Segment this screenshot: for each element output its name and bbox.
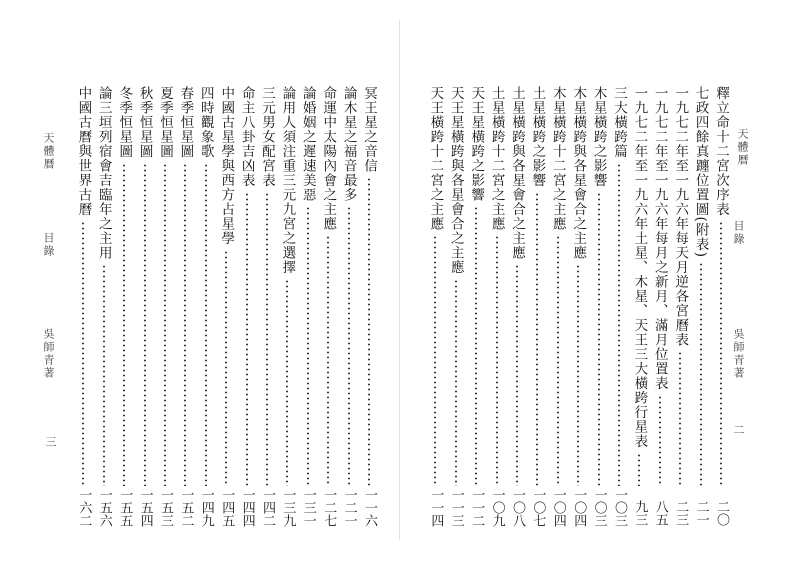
toc-entry-page: 一四五 bbox=[219, 488, 235, 527]
right-page bbox=[400, 0, 793, 561]
toc-entry-page: 一二七 bbox=[321, 488, 337, 527]
toc-leader-dots bbox=[144, 163, 146, 487]
toc-entry-title: 四時觀象歌 bbox=[197, 86, 214, 159]
toc-entry bbox=[488, 86, 506, 526]
toc-entry bbox=[258, 86, 276, 526]
toc-entry-title: 命運中太陽內會之主應 bbox=[320, 86, 337, 231]
toc-entry-page: 一〇七 bbox=[530, 488, 546, 527]
toc-entry-page: 二一 bbox=[693, 500, 709, 526]
toc-entry-title: 三元男女配宮表 bbox=[259, 86, 275, 188]
toc-entry bbox=[95, 86, 113, 526]
toc-entry-title: 一九七二年至一九六年土星、木星、天王三大橫跨行星表 bbox=[631, 86, 648, 449]
toc-entry-page: 一五二 bbox=[178, 488, 194, 527]
toc-entry-page: 一六二 bbox=[76, 488, 92, 527]
toc-entry-title: 木星橫跨十二宮之主應 bbox=[549, 86, 566, 231]
toc-leader-dots bbox=[205, 163, 207, 487]
toc-entry bbox=[340, 86, 358, 526]
toc-leader-dots bbox=[679, 351, 681, 486]
toc-entry bbox=[610, 86, 628, 526]
toc-leader-dots bbox=[720, 221, 722, 487]
toc-leader-dots bbox=[434, 235, 436, 486]
toc-entry-page: 一〇四 bbox=[571, 488, 587, 527]
toc-entry bbox=[238, 86, 256, 526]
right-author: 吳師青著 bbox=[732, 328, 745, 380]
right-book-title: 天體曆 bbox=[736, 128, 749, 167]
toc-entry-page: 一一三 bbox=[448, 488, 464, 527]
toc-entry bbox=[447, 86, 465, 526]
toc-entry bbox=[692, 86, 710, 526]
left-page-number: 三 bbox=[44, 436, 57, 449]
toc-entry-page: 八五 bbox=[652, 500, 668, 526]
toc-entry bbox=[712, 86, 730, 526]
toc-leader-dots bbox=[638, 453, 640, 487]
toc-leader-dots bbox=[700, 262, 702, 486]
toc-entry-page: 一五三 bbox=[158, 488, 173, 527]
toc-entry-page: 一一四 bbox=[428, 488, 444, 527]
left-author: 吳師青著 bbox=[42, 328, 55, 380]
toc-entry bbox=[426, 86, 444, 526]
toc-entry-page: 二〇 bbox=[714, 500, 729, 526]
toc-leader-dots bbox=[659, 395, 661, 487]
toc-entry-title: 三大橫跨篇 bbox=[611, 86, 627, 159]
toc-entry bbox=[360, 86, 378, 526]
toc-entry-title: 一九七二年至一九六年每天月逆各宮曆表 bbox=[672, 86, 689, 347]
left-book-title: 天體曆 bbox=[42, 132, 55, 171]
toc-entry bbox=[671, 86, 689, 526]
toc-leader-dots bbox=[123, 163, 125, 487]
toc-leader-dots bbox=[266, 192, 268, 487]
toc-entry bbox=[319, 86, 337, 526]
toc-entry bbox=[467, 86, 485, 526]
toc-entry-page: 一四四 bbox=[239, 488, 255, 527]
toc-entry-page: 一〇四 bbox=[550, 488, 566, 527]
toc-entry bbox=[630, 86, 648, 526]
toc-entry-page: 一〇三 bbox=[591, 488, 607, 527]
toc-leader-dots bbox=[164, 163, 166, 487]
toc-leader-dots bbox=[286, 279, 288, 487]
toc-entry-title: 天王星橫跨與各星會合之主應 bbox=[447, 86, 464, 275]
toc-entry-page: 一五五 bbox=[117, 488, 133, 527]
toc-leader-dots bbox=[327, 235, 329, 486]
toc-entry bbox=[528, 86, 546, 526]
toc-entry-page: 一一二 bbox=[469, 488, 485, 527]
toc-entry-title: 一九七二年至一九六年每月之新月、滿月位置表 bbox=[651, 86, 668, 391]
toc-entry bbox=[651, 86, 669, 526]
toc-entry-title: 冥王星之音信 bbox=[361, 86, 377, 173]
toc-leader-dots bbox=[557, 235, 559, 486]
toc-entry bbox=[569, 86, 587, 526]
toc-entry bbox=[136, 86, 154, 526]
toc-entry bbox=[508, 86, 526, 526]
toc-leader-dots bbox=[368, 177, 370, 486]
toc-entry-title: 土星橫跨之影響 bbox=[529, 86, 546, 188]
right-section-label: 目錄 bbox=[732, 220, 745, 246]
toc-entry-page: 一四九 bbox=[198, 488, 214, 527]
toc-entry-title: 命主八卦吉凶表 bbox=[238, 86, 255, 188]
toc-entry-page: 九三 bbox=[632, 500, 648, 526]
toc-leader-dots bbox=[82, 221, 84, 487]
toc-leader-dots bbox=[516, 264, 518, 486]
toc-entry bbox=[115, 86, 133, 526]
toc-entry-title: 釋立命十二宮次序表 bbox=[713, 86, 729, 217]
toc-leader-dots bbox=[577, 264, 579, 486]
toc-entry-title: 論用人須注重三元九宮之選擇 bbox=[279, 86, 296, 275]
toc-leader-dots bbox=[348, 206, 350, 486]
toc-entry-title: 土星橫跨十二宮之主應 bbox=[488, 86, 505, 231]
toc-entry-title: 秋季恒星圖 bbox=[136, 86, 153, 159]
toc-leader-dots bbox=[496, 235, 498, 486]
toc-entry-title: 論婚姻之遲速美惡 bbox=[299, 86, 316, 202]
toc-entry-title: 土星橫跨與各星會合之主應 bbox=[509, 86, 525, 260]
toc-entry bbox=[197, 86, 215, 526]
toc-entry-page: 一三一 bbox=[300, 488, 316, 527]
toc-entry-page: 一五四 bbox=[137, 488, 153, 527]
right-page-number: 二 bbox=[732, 424, 745, 437]
toc-entry bbox=[74, 86, 92, 526]
toc-entry-page: 一五六 bbox=[96, 488, 112, 527]
toc-leader-dots bbox=[475, 206, 477, 486]
toc-entry bbox=[217, 86, 235, 526]
toc-leader-dots bbox=[246, 192, 248, 487]
toc-entry-page: 一四二 bbox=[260, 488, 275, 527]
toc-leader-dots bbox=[184, 163, 186, 487]
toc-entry-page: 一三九 bbox=[280, 488, 296, 527]
toc-leader-dots bbox=[103, 264, 105, 486]
toc-entry-title: 中國古曆與世界古曆 bbox=[75, 86, 92, 217]
toc-leader-dots bbox=[598, 192, 600, 487]
toc-entry bbox=[156, 86, 174, 526]
toc-entry-title: 木星橫跨與各星會合之主應 bbox=[570, 86, 587, 260]
toc-entry bbox=[278, 86, 296, 526]
left-section-label: 目錄 bbox=[42, 232, 55, 258]
toc-entry-title: 夏季恒星圖 bbox=[157, 86, 173, 159]
toc-entry-page: 一〇八 bbox=[510, 488, 525, 527]
toc-entry bbox=[176, 86, 194, 526]
toc-leader-dots bbox=[536, 192, 538, 487]
toc-entry-title: 天王橫跨十二宮之主應 bbox=[427, 86, 444, 231]
toc-entry-title: 天王星橫跨之影響 bbox=[468, 86, 485, 202]
toc-entry-title: 論三垣列宿會吉臨年之主用 bbox=[95, 86, 112, 260]
toc-leader-dots bbox=[225, 250, 227, 487]
toc-leader-dots bbox=[455, 279, 457, 487]
toc-entry-title: 中國古星學與西方占星學 bbox=[218, 86, 235, 246]
toc-entry-title: 七政四餘真躔位置圖(附表) bbox=[692, 86, 709, 259]
toc-entry-page: 一〇三 bbox=[612, 488, 627, 527]
toc-entry-title: 冬季恒星圖 bbox=[116, 86, 133, 159]
toc-leader-dots bbox=[618, 163, 620, 487]
toc-leader-dots bbox=[307, 206, 309, 486]
toc-entry-page: 一一六 bbox=[362, 488, 377, 527]
toc-entry bbox=[299, 86, 317, 526]
toc-entry-title: 春季恒星圖 bbox=[177, 86, 194, 159]
toc-entry-page: 一〇九 bbox=[489, 488, 505, 527]
toc-entry bbox=[590, 86, 608, 526]
toc-entry bbox=[549, 86, 567, 526]
toc-entry-page: 一二一 bbox=[341, 488, 357, 527]
toc-entry-title: 木星橫跨之影響 bbox=[590, 86, 607, 188]
toc-entry-title: 論木星之福音最多 bbox=[340, 86, 357, 202]
toc-entry-page: 二三 bbox=[673, 500, 689, 526]
